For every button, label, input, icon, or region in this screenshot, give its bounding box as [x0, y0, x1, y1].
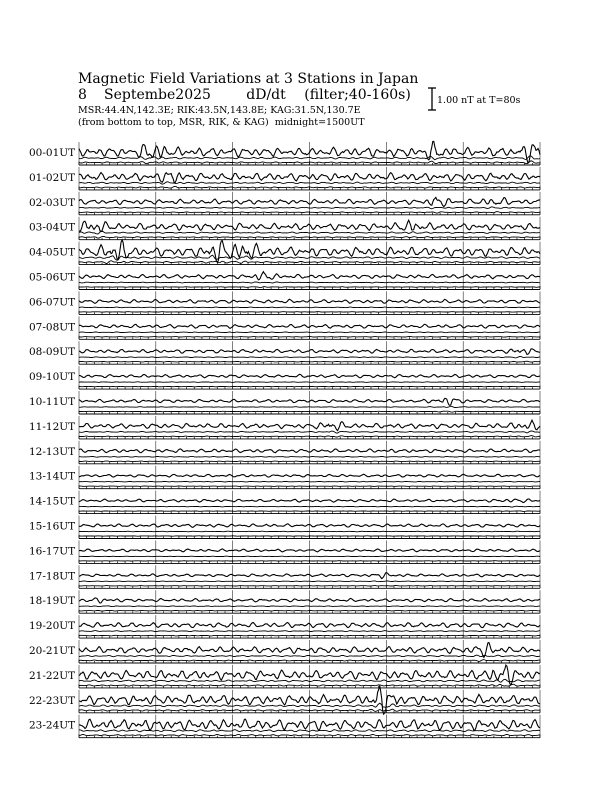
minute-ticks — [79, 391, 540, 414]
row-02-03UT — [29, 192, 540, 215]
row-18-19UT — [29, 590, 540, 613]
minute-ticks — [79, 291, 540, 314]
row-00-01UT — [29, 141, 540, 165]
date-month: Septembe — [104, 87, 176, 103]
row-07-08UT — [29, 316, 540, 339]
row-12-13UT — [29, 441, 540, 464]
date-year: 2025 — [175, 87, 211, 103]
row-10-11UT — [29, 391, 540, 414]
order-note: (from bottom to top, MSR, RIK, & KAG) — [78, 117, 269, 128]
minute-ticks — [79, 167, 540, 190]
row-label: 20-21UT — [29, 645, 76, 657]
row-label: 06-07UT — [29, 296, 76, 309]
station-coordinates: MSR:44.4N,142.3E; RIK:43.5N,143.8E; KAG:31.5N,130.7E — [78, 105, 361, 116]
row-label: 00-01UT — [29, 147, 76, 159]
scale-bar — [428, 88, 436, 110]
row-label: 18-19UT — [29, 595, 76, 608]
minute-ticks — [79, 640, 540, 663]
minute-ticks — [79, 441, 540, 464]
minute-ticks — [79, 665, 540, 688]
row-11-12UT — [29, 416, 540, 439]
row-label: 22-23UT — [29, 694, 76, 707]
row-label: 03-04UT — [29, 221, 76, 234]
row-17-18UT — [29, 565, 540, 588]
row-label: 19-20UT — [29, 620, 76, 633]
minute-ticks — [79, 316, 540, 339]
midnight-note: midnight=1500UT — [274, 117, 365, 128]
row-label: 07-08UT — [29, 321, 76, 334]
row-label: 15-16UT — [29, 520, 76, 533]
minute-ticks — [79, 516, 540, 539]
row-label: 12-13UT — [29, 445, 76, 458]
row-label: 16-17UT — [29, 545, 76, 558]
row-label: 11-12UT — [29, 420, 76, 433]
minute-ticks — [79, 590, 540, 613]
minute-ticks — [79, 491, 540, 514]
filter-label: (filter;40-160s) — [304, 87, 411, 103]
row-label: 13-14UT — [29, 470, 76, 483]
row-19-20UT — [29, 615, 540, 638]
minute-ticks — [79, 192, 540, 215]
row-label: 04-05UT — [29, 246, 76, 259]
row-05-06UT — [29, 267, 540, 290]
row-label: 17-18UT — [29, 570, 76, 583]
row-label: 14-15UT — [29, 495, 76, 508]
scale-bar-label: 1.00 nT at T=80s — [437, 95, 521, 106]
row-16-17UT — [29, 540, 540, 563]
row-label: 01-02UT — [29, 171, 76, 184]
row-06-07UT — [29, 291, 540, 314]
row-21-22UT — [29, 665, 540, 688]
row-15-16UT — [29, 516, 540, 539]
row-09-10UT — [29, 366, 540, 389]
minute-ticks — [79, 615, 540, 638]
row-label: 09-10UT — [29, 371, 76, 384]
row-label: 23-24UT — [29, 719, 76, 732]
row-23-24UT — [29, 715, 540, 738]
row-label: 02-03UT — [29, 196, 76, 209]
row-20-21UT — [29, 640, 540, 663]
row-08-09UT — [29, 341, 540, 364]
minute-ticks — [79, 366, 540, 389]
row-label: 08-09UT — [29, 346, 76, 359]
row-label: 05-06UT — [29, 271, 76, 284]
row-01-02UT — [29, 167, 540, 190]
row-14-15UT — [29, 491, 540, 514]
row-label: 10-11UT — [29, 396, 76, 408]
trace-rows — [29, 141, 540, 737]
quantity-label: dD/dt — [246, 87, 286, 103]
minute-ticks — [79, 565, 540, 588]
row-04-05UT — [29, 240, 540, 265]
chart-title: Magnetic Field Variations at 3 Stations in Japan — [78, 71, 419, 87]
row-03-04UT — [29, 217, 540, 240]
row-22-23UT — [29, 686, 540, 715]
row-label: 21-22UT — [29, 669, 76, 682]
row-13-14UT — [29, 466, 540, 489]
date-day: 8 — [78, 87, 87, 103]
